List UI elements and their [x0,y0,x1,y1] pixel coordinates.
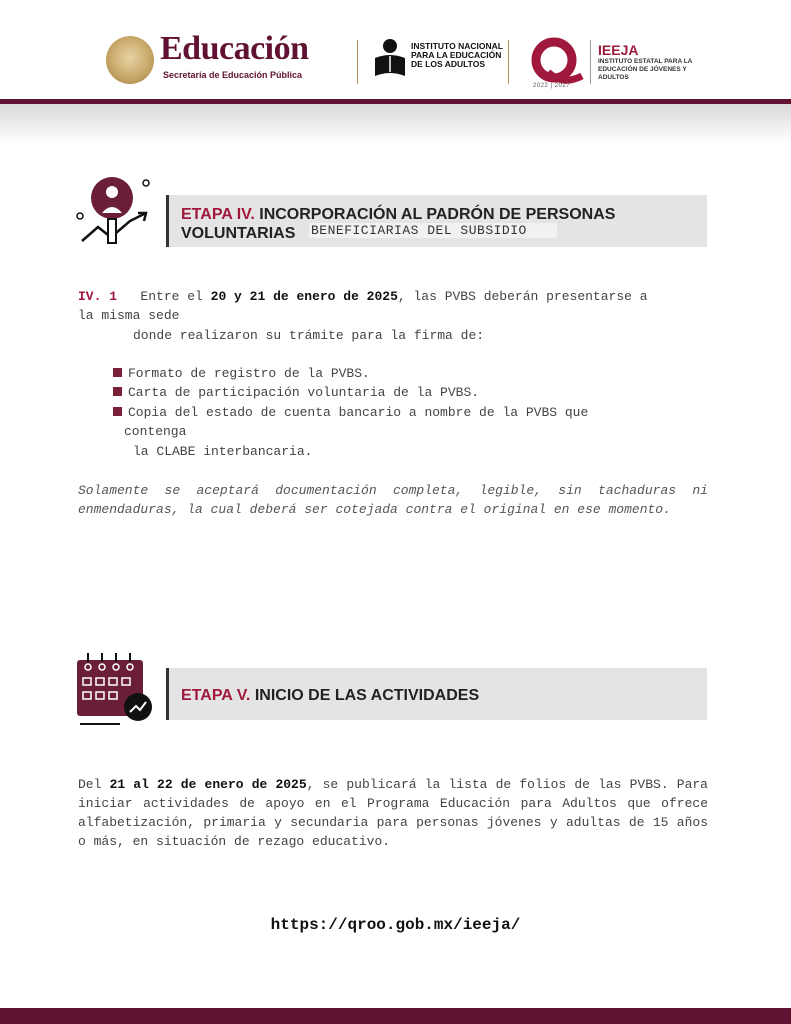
etapa5-heading [181,686,479,705]
etapa5-text-b: , se publicará la lista de folios de las PVBS. Para iniciar actividades de apoyo en el Programa Educación para Adultos que ofrece alfabetización, primaria y secundaria para personas jóvenes y adultas de 15 años o más, en situación de rezago educativo. [78,777,708,849]
banner-edge [166,668,169,720]
etapa4-note: Solamente se aceptará documentación completa, legible, sin tachaduras ni enmendaduras, la cual deberá ser cotejada contra el original en ese momento. [78,483,708,517]
person-growth-icon [74,175,156,249]
bullet-square-icon [113,368,122,377]
etapa5-number: ETAPA V. [181,687,251,704]
list-item-text: Carta de participación voluntaria de la PVBS. [128,385,480,400]
etapa4-label: IV. 1 [78,289,118,304]
list-item [113,364,370,383]
etapa4-intro-line3: donde realizaron su trámite para la firma de: [133,328,485,343]
educacion-logo-title: Educación [160,30,309,67]
ieeja-logo-title: IEEJA [598,42,639,58]
ieeja-logo-subtitle: INSTITUTO ESTATAL PARA LA EDUCACIÓN DE JÓVENES Y ADULTOS [598,58,693,81]
etapa4-title-line2: VOLUNTARIAS [181,225,296,242]
inea-reading-person-icon [373,38,407,80]
bullet-square-icon [113,387,122,396]
etapa4-intro [78,287,718,325]
etapa4-intro-a: Entre el [140,289,203,304]
etapa5-dates: 21 al 22 de enero de 2025 [109,777,307,792]
mexico-seal-logo [106,36,154,84]
etapa4-intro-b: , las PVBS deberán presentarse a [397,289,648,304]
list-item [113,383,479,402]
educacion-logo-subtitle: Secretaría de Educación Pública [163,70,303,80]
calendar-chart-icon [76,652,156,730]
logo-divider [590,40,591,84]
list-item [113,403,588,422]
etapa4-dates: 20 y 21 de enero de 2025 [210,289,398,304]
banner-edge [166,195,169,247]
etapa4-subtitle: BENEFICIARIAS DEL SUBSIDIO [309,223,557,238]
etapa4-title-line1: INCORPORACIÓN AL PADRÓN DE PERSONAS [259,206,616,223]
etapa4-number: ETAPA IV. [181,206,255,223]
inea-logo-text: INSTITUTO NACIONAL PARA LA EDUCACIÓN DE LOS ADULTOS [411,41,503,69]
etapa5-title: INICIO DE LAS ACTIVIDADES [254,687,480,704]
logo-divider [508,40,509,84]
etapa5-text [78,775,708,851]
list-item-text: Formato de registro de la PVBS. [128,366,370,381]
etapa5-text-a: Del [78,777,102,792]
list-item-continuation: la CLABE interbancaria. [133,444,313,459]
ieeja-years: 2022 | 2027 [533,83,571,89]
bullet-square-icon [113,407,122,416]
footer-bar [0,1008,791,1024]
header-shadow [0,104,791,144]
logo-divider [357,40,358,84]
list-item-continuation: contenga [124,424,187,439]
list-item-text: Copia del estado de cuenta bancario a nombre de la PVBS que [128,405,589,420]
footer-url-link[interactable]: https://qroo.gob.mx/ieeja/ [270,916,521,934]
etapa4-intro-line2: la misma sede [78,308,180,323]
